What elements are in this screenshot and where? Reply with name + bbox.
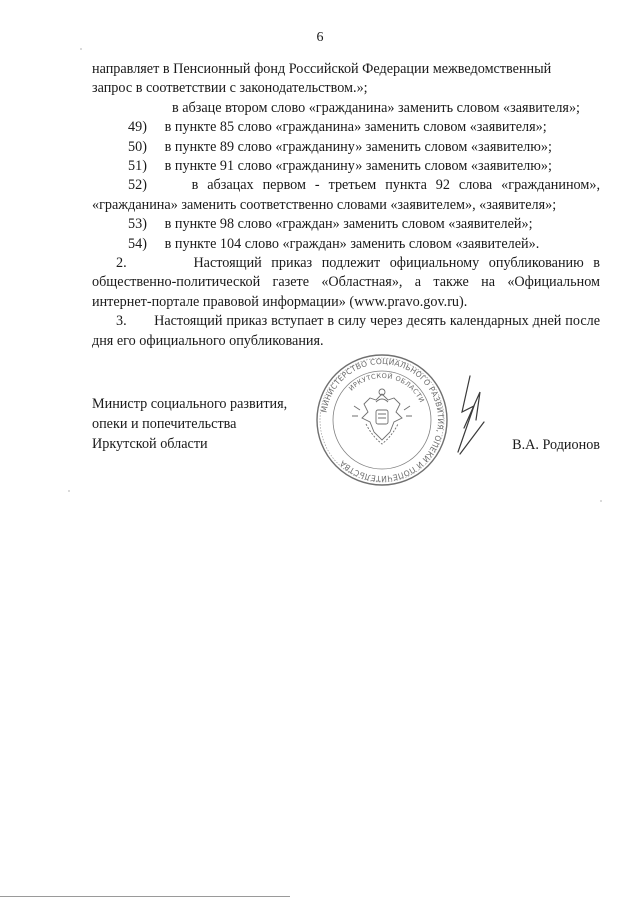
list-item-text: в пункте 89 слово «гражданину» заменить словом «заявителю»;	[164, 138, 552, 155]
list-item-53	[92, 215, 600, 234]
signatory-title-line: Иркутской области	[92, 436, 208, 452]
list-item-52	[92, 176, 600, 215]
list-item-text: в пункте 98 слово «граждан» заменить словом «заявителей»;	[164, 216, 533, 233]
list-item-text: в абзацах первом - третьем пункта 92 слова «гражданином», «гражданина» заменить соответственно словами «заявителем», «заявителя»;	[92, 177, 600, 213]
list-item-text: в пункте 104 слово «граждан» заменить словом «заявителей».	[164, 235, 540, 252]
clause-number: 3.	[116, 313, 127, 330]
intro-line-1: направляет в Пенсионный фонд Российской Федерации межведомственный	[92, 61, 552, 77]
document-body	[92, 60, 600, 351]
seal-inner-text: ИРКУТСКОЙ ОБЛАСТИ	[347, 371, 426, 405]
signatory-title-line: Министр социального развития,	[92, 396, 288, 412]
handwritten-signature	[440, 372, 500, 462]
clause-3	[92, 312, 600, 351]
scan-speck	[68, 490, 70, 492]
list-item-number: 51)	[128, 158, 147, 175]
list-item-number: 52)	[128, 177, 147, 194]
list-item-text: в пункте 85 слово «гражданина» заменить словом «заявителя»;	[164, 119, 547, 136]
clause-2	[92, 254, 600, 312]
list-item-text: в пункте 91 слово «гражданину» заменить словом «заявителю»;	[164, 158, 552, 175]
signatory-title-line: опеки и попечительства	[92, 416, 237, 432]
scan-speck	[600, 500, 602, 502]
list-item-number: 54)	[128, 235, 147, 252]
clause-number: 2.	[116, 255, 127, 272]
clause-text: Настоящий приказ вступает в силу через десять календарных дней после дня его официального опубликования.	[92, 313, 600, 349]
list-item-number: 50)	[128, 138, 147, 155]
list-item-51	[92, 157, 600, 176]
replace-paragraph: в абзаце втором слово «гражданина» заменить словом «заявителя»;	[172, 99, 580, 116]
list-item-number: 49)	[128, 119, 147, 136]
list-item-number: 53)	[128, 216, 147, 233]
list-item-50	[92, 138, 600, 157]
clause-text: Настоящий приказ подлежит официальному опубликованию в общественно-политической газете «Областная», а также на «Официальном интернет-портале правовой информации» (www.pravo.gov.ru).	[92, 255, 600, 310]
signatory-title	[92, 394, 287, 454]
footer-divider	[0, 896, 290, 897]
coat-of-arms-icon	[352, 389, 412, 444]
list-item-54	[92, 235, 600, 254]
intro-line-2: запрос в соответствии с законодательством.»;	[92, 80, 368, 97]
official-seal-stamp	[314, 352, 450, 488]
signatory-name: В.А. Родионов	[512, 437, 600, 453]
seal-outer-text: МИНИСТЕРСТВО СОЦИАЛЬНОГО РАЗВИТИЯ, ОПЕКИ И ПОПЕЧИТЕЛЬСТВА	[319, 356, 446, 484]
page-number: 6	[316, 30, 324, 45]
scan-speck	[80, 48, 82, 50]
list-item-49	[92, 118, 600, 137]
